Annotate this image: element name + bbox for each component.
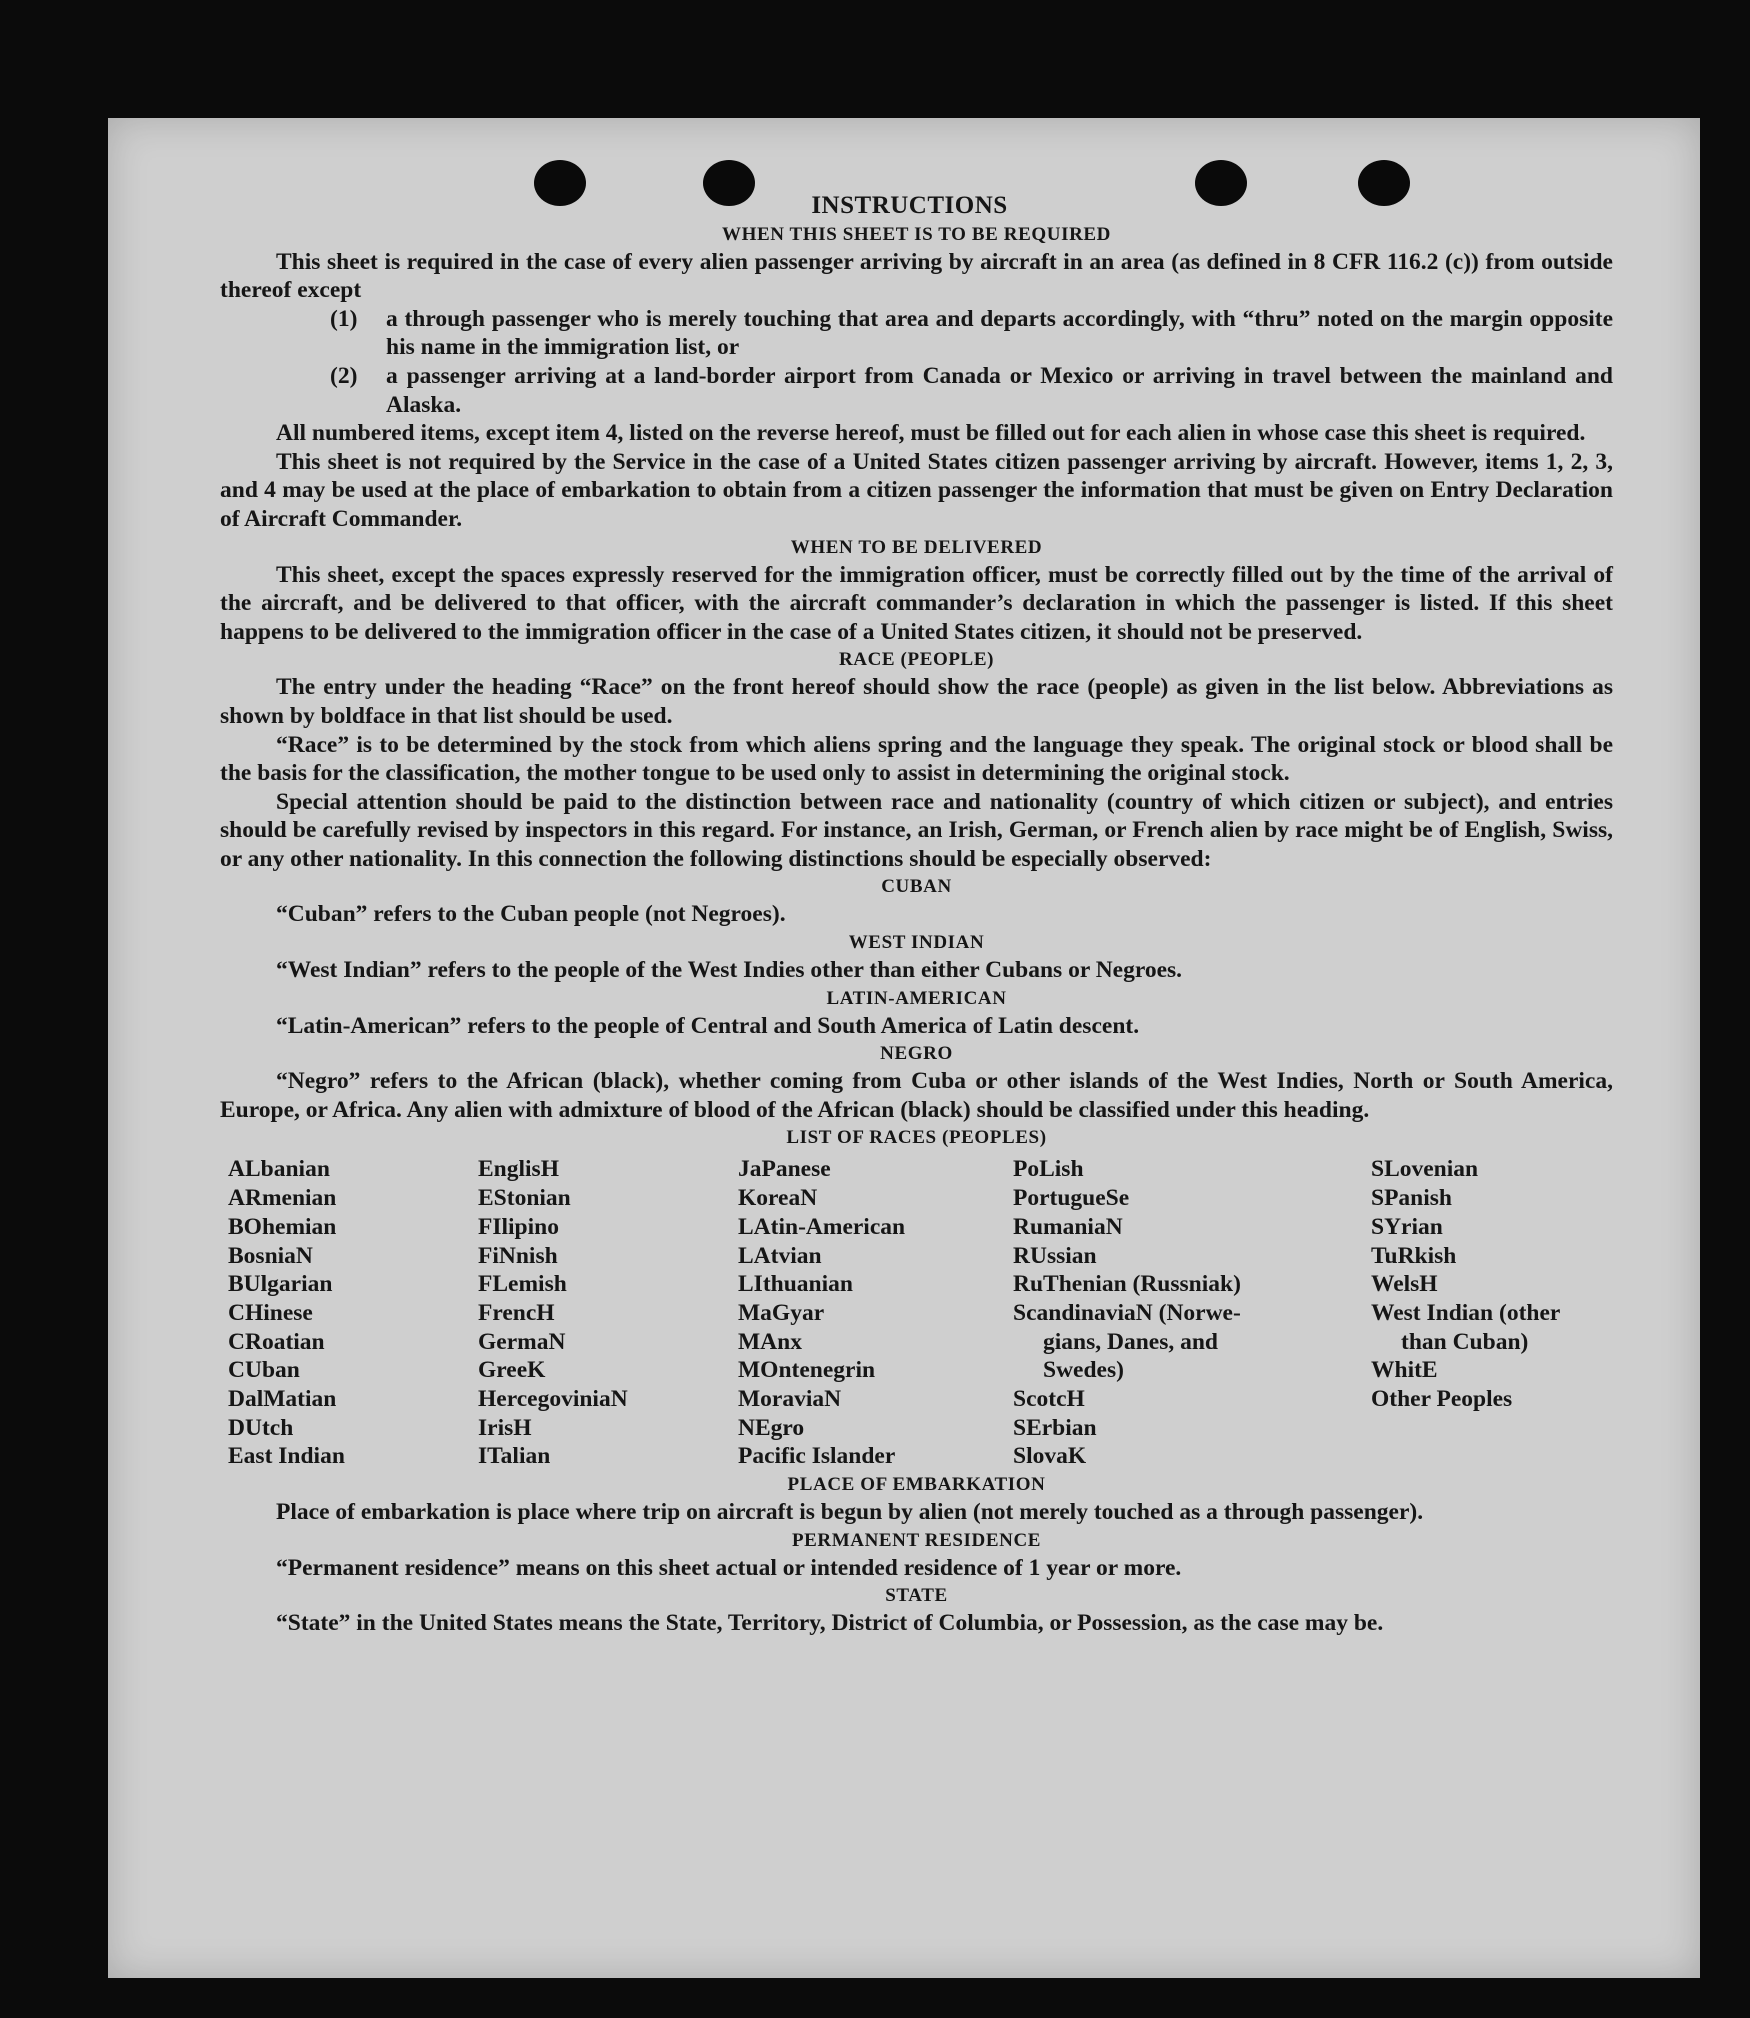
paragraph-race-stock: “Race” is to be determined by the stock from which aliens spring and the language they speak. The original stock or blood shall be the basis for the classification, the mother tongue to be used only to assist in determining the original stock. (220, 731, 1613, 787)
race-entry-continuation: Swedes) (1043, 1357, 1124, 1384)
race-entry: TuRkish (1371, 1242, 1457, 1269)
race-entry: GermaN (478, 1328, 566, 1355)
races-column-4 (1013, 1155, 1371, 1471)
race-entry: SErbian (1013, 1414, 1097, 1441)
race-entry: ScotcH (1013, 1386, 1085, 1413)
race-entry: LAtvian (738, 1242, 822, 1269)
paragraph-when-required-intro: This sheet is required in the case of every alien passenger arriving by aircraft in an area (as defined in 8 CFR 116.2 (c)) from outside thereof except (220, 248, 1613, 304)
heading-west-indian: WEST INDIAN (848, 932, 985, 954)
race-entry: SYrian (1371, 1213, 1443, 1240)
race-entry: ITalian (478, 1443, 551, 1470)
paragraph-latin-american: “Latin-American” refers to the people of Central and South America of Latin descent. (276, 1012, 1140, 1039)
races-column-3 (738, 1155, 1013, 1471)
race-entry: FIlipino (478, 1213, 559, 1240)
race-entry: RUssian (1013, 1242, 1097, 1269)
page-title: INSTRUCTIONS (811, 192, 1008, 219)
race-entry: EnglisH (478, 1156, 559, 1183)
race-entry: RumaniaN (1013, 1213, 1123, 1240)
paragraph-state: “State” in the United States means the State, Territory, District of Columbia, or Possession, as the case may be. (276, 1610, 1384, 1637)
list-item-number: (1) (330, 305, 358, 332)
heading-state: STATE (885, 1585, 948, 1607)
list-item (330, 362, 1613, 419)
paragraph-citizen-passenger: This sheet is not required by the Service in the case of a United States citizen passenger arriving by aircraft. However, items 1, 2, 3, and 4 may be used at the place of embarkation to obtain from a citizen passenger the information that must be given on Entry Declaration of Aircraft Commander. (220, 448, 1613, 532)
races-column-2 (478, 1155, 738, 1471)
heading-negro: NEGRO (880, 1043, 953, 1065)
race-entry: RuThenian (Russniak) (1013, 1271, 1241, 1298)
race-entry: HercegoviniaN (478, 1386, 628, 1413)
race-entry: CHinese (228, 1299, 313, 1326)
race-entry: WelsH (1371, 1271, 1438, 1298)
race-entry: ALbanian (228, 1156, 330, 1183)
race-entry: MaGyar (738, 1299, 825, 1326)
heading-permanent-residence: PERMANENT RESIDENCE (791, 1529, 1042, 1551)
race-entry: PoLish (1013, 1156, 1084, 1183)
races-column-1 (228, 1155, 478, 1471)
heading-when-required: WHEN THIS SHEET IS TO BE REQUIRED (721, 223, 1112, 245)
race-entry-continuation: gians, Danes, and (1043, 1328, 1218, 1355)
race-entry: FiNnish (478, 1242, 558, 1269)
race-entry: FrencH (478, 1299, 555, 1326)
race-entry: BOhemian (228, 1213, 337, 1240)
paragraph-place-of-embarkation: Place of embarkation is place where trip on aircraft is begun by alien (not merely touched as a through passenger). (276, 1499, 1424, 1526)
paragraph-negro: “Negro” refers to the African (black), whether coming from Cuba or other islands of the West Indies, North or South America, Europe, or Africa. Any alien with admixture of blood of the African (black) should be classified under this heading. (220, 1068, 1613, 1123)
heading-when-delivered: WHEN TO BE DELIVERED (790, 536, 1043, 558)
instructions-body (220, 192, 1613, 1638)
race-entry: SlovaK (1013, 1443, 1087, 1470)
paragraph-west-indian: “West Indian” refers to the people of the West Indies other than either Cubans or Negroes. (276, 957, 1183, 984)
race-entry: WhitE (1371, 1357, 1438, 1384)
race-entry: GreeK (478, 1357, 546, 1384)
race-entry: CUban (228, 1357, 300, 1384)
heading-list-of-races: LIST OF RACES (PEOPLES) (786, 1127, 1047, 1149)
race-entry: ARmenian (228, 1185, 337, 1212)
race-entry: JaPanese (738, 1156, 831, 1183)
paragraph-race-entry: The entry under the heading “Race” on the front hereof should show the race (people) as given in the list below. Abbreviations as shown by boldface in that list should be used. (220, 674, 1613, 729)
race-entry-continuation: than Cuban) (1401, 1328, 1529, 1355)
heading-place-of-embarkation: PLACE OF EMBARKATION (787, 1474, 1046, 1496)
paragraph-permanent-residence: “Permanent residence” means on this sheet actual or intended residence of 1 year or more. (276, 1554, 1182, 1581)
heading-cuban: CUBAN (881, 876, 952, 898)
paragraph-cuban: “Cuban” refers to the Cuban people (not Negroes). (276, 901, 786, 928)
race-entry: EStonian (478, 1185, 571, 1212)
list-item-text: a through passenger who is merely touching that area and departs accordingly, with “thru” noted on the margin opposite his name in the immigration list, or (386, 305, 1613, 361)
race-entry: ScandinaviaN (Norwe- (1013, 1299, 1241, 1326)
race-entry: DalMatian (228, 1386, 337, 1413)
heading-latin-american: LATIN-AMERICAN (826, 987, 1007, 1009)
race-entry: SPanish (1371, 1185, 1452, 1212)
race-entry: CRoatian (228, 1328, 325, 1355)
race-entry: PortugueSe (1013, 1185, 1130, 1212)
race-entry: KoreaN (738, 1185, 818, 1212)
paragraph-numbered-items: All numbered items, except item 4, listed on the reverse hereof, must be filled out for each alien in whose case this sheet is required. (276, 420, 1586, 447)
race-entry: MoraviaN (738, 1386, 842, 1413)
list-item-text: a passenger arriving at a land-border airport from Canada or Mexico or arriving in travel between the mainland and Alaska. (386, 362, 1613, 418)
races-list (228, 1155, 1613, 1471)
race-entry: LIthuanian (738, 1271, 853, 1298)
race-entry: BosniaN (228, 1242, 313, 1269)
race-entry: East Indian (228, 1443, 345, 1470)
race-entry: NEgro (738, 1414, 805, 1441)
list-item-number: (2) (330, 362, 358, 389)
race-entry: MOntenegrin (738, 1357, 876, 1384)
heading-race: RACE (PEOPLE) (838, 649, 995, 671)
document-sheet (108, 118, 1700, 1978)
race-entry: MAnx (738, 1328, 802, 1355)
paragraph-race-nationality: Special attention should be paid to the distinction between race and nationality (country of which citizen or subject), and entries should be carefully revised by inspectors in this regard. For instance, an Irish, German, or French alien by race might be of English, Swiss, or any other nationality. In this connection the following distinctions should be especially observed: (220, 788, 1613, 872)
race-entry: FLemish (478, 1271, 567, 1298)
races-column-5 (1371, 1155, 1621, 1471)
race-entry: IrisH (478, 1414, 532, 1441)
race-entry: BUlgarian (228, 1271, 333, 1298)
race-entry: Other Peoples (1371, 1386, 1513, 1413)
race-entry: SLovenian (1371, 1156, 1479, 1183)
paragraph-when-delivered: This sheet, except the spaces expressly reserved for the immigration officer, must be correctly filled out by the time of the arrival of the aircraft, and be delivered to that officer, with the aircraft commander’s declaration in which the passenger is listed. If this sheet happens to be delivered to the immigration officer in the case of a United States citizen, it should not be preserved. (220, 561, 1613, 645)
race-entry: LAtin-American (738, 1213, 906, 1240)
race-entry: West Indian (other (1371, 1299, 1561, 1326)
race-entry: Pacific Islander (738, 1443, 896, 1470)
race-entry: DUtch (228, 1414, 294, 1441)
list-item (330, 305, 1613, 362)
